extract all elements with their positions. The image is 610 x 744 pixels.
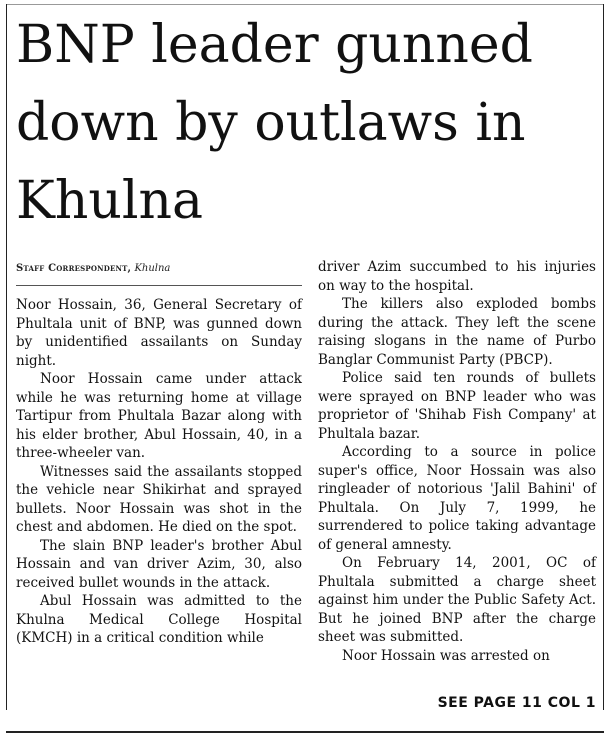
frame-right-border <box>603 4 604 710</box>
frame-left-border <box>6 4 7 710</box>
frame-top-border <box>6 4 604 5</box>
paragraph: On February 14, 2001, OC of Phultala submitted a charge sheet against him under the Public Safety Act. But he joined BNP after the charge sheet was submitted. <box>318 555 596 645</box>
paragraph: Noor Hossain, 36, General Secretary of Phultala unit of BNP, was gunned down by unidentified assailants on Sunday night. <box>16 297 302 369</box>
byline <box>16 262 170 276</box>
paragraph: Police said ten rounds of bullets were sprayed on BNP leader who was proprietor of 'Shihab Fish Company' at Phultala bazar. <box>318 370 596 442</box>
paragraph: Abul Hossain was admitted to the Khulna Medical College Hospital (KMCH) in a critical condition while <box>16 593 302 646</box>
paragraph-continued: driver Azim succumbed to his injuries on way to the hospital. <box>318 259 596 294</box>
paragraph: Witnesses said the assailants stopped the vehicle near Shikirhat and sprayed bullets. Noor Hossain was shot in the chest and abdomen. He died on the spot. <box>16 463 302 535</box>
frame-bottom-border <box>6 731 604 733</box>
paragraph: Noor Hossain came under attack while he was returning home at village Tartipur from Phultala Bazar along with his elder brother, Abul Hossain, 40, in a three-wheeler van. <box>16 371 302 461</box>
continued-on-page-link[interactable]: SEE PAGE 11 COL 1 <box>437 695 596 711</box>
byline-place: Khulna <box>134 263 171 274</box>
byline-divider <box>16 285 302 286</box>
left-column <box>16 296 302 648</box>
paragraph: The killers also exploded bombs during the attack. They left the scene raising slogans in the name of Purbo Banglar Communist Party (PBCP). <box>318 296 596 368</box>
paragraph: Noor Hossain was arrested on <box>342 647 550 664</box>
right-column <box>318 258 596 665</box>
paragraph: The slain BNP leader's brother Abul Hossain and van driver Azim, 30, also received bullet wounds in the attack. <box>16 537 302 591</box>
headline: BNP leader gunned down by outlaws in Khulna <box>16 15 533 231</box>
byline-role: Staff Correspondent, <box>16 263 132 274</box>
paragraph: According to a source in police super's office, Noor Hossain was also ringleader of notorious 'Jalil Bahini' of Phultala. On July 7, 1999, he surrendered to police taking advantage of general amnesty. <box>318 444 596 553</box>
